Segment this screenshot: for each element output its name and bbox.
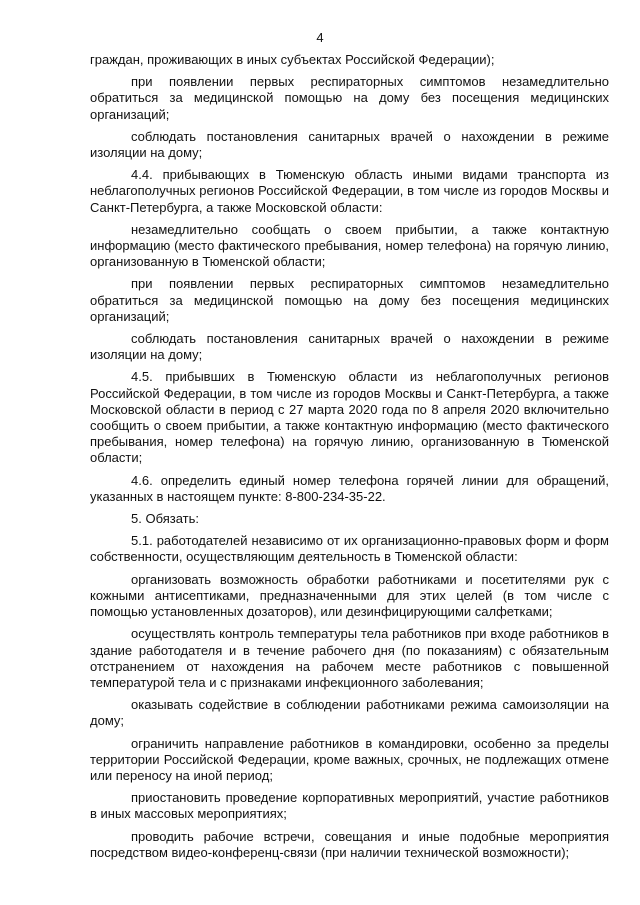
paragraph: ограничить направление работников в командировки, особенно за пределы территории Российской Федерации, кроме важных, срочных, не подлежащих отмене или переносу на иной период;	[90, 735, 609, 783]
paragraph: при появлении первых респираторных симптомов незамедлительно обратиться за медицинской помощью на дому без посещения медицинских организаций;	[90, 74, 609, 122]
paragraph: 5. Обязать:	[131, 511, 200, 527]
paragraph: соблюдать постановления санитарных врачей о нахождении в режиме изоляции на дому;	[90, 128, 609, 161]
paragraph: соблюдать постановления санитарных врачей о нахождении в режиме изоляции на дому;	[90, 331, 609, 363]
paragraph: организовать возможность обработки работниками и посетителями рук с кожными антисептиками, предназначенными для этих целей (в том числе с помощью установленных дозаторов), или дезинфицирующими салфетками;	[90, 571, 609, 620]
page-number: 4	[316, 30, 324, 45]
paragraph: граждан, проживающих в иных субъектах Российской Федерации);	[90, 52, 495, 67]
paragraph: незамедлительно сообщать о своем прибытии, а также контактную информацию (место фактического пребывания, номер телефона) на горячую линию, организованную в Тюменской области;	[90, 221, 609, 270]
paragraph: 5.1. работодателей независимо от их организационно-правовых форм и форм собственности, осуществляющим деятельность в Тюменской области:	[90, 533, 609, 565]
paragraph: 4.6. определить единый номер телефона горячей линии для обращений, указанных в настоящем пункте: 8-800-234-35-22.	[90, 472, 609, 504]
paragraph: 4.5. прибывших в Тюменскую области из неблагополучных регионов Российской Федерации, в том числе из городов Москвы и Санкт-Петербурга, а также Московской области в период с 27 марта 2020 года по 8 апреля 2020 включительно сообщить о своем прибытии, а также контактную информацию (место фактического пребывания, номер телефона) на горячую линию, организованную в Тюменской области;	[90, 369, 609, 466]
paragraph: при появлении первых респираторных симптомов незамедлительно обратиться за медицинской помощью на дому без посещения медицинских организаций;	[90, 276, 609, 324]
paragraph: оказывать содействие в соблюдении работниками режима самоизоляции на дому;	[90, 697, 609, 729]
paragraph: осуществлять контроль температуры тела работников при входе работников в здание работодателя и в течение рабочего дня (по показаниям) с обязательным отстранением от нахождения на рабочем месте работников с повышенной температурой тела и с признаками инфекционного заболевания;	[90, 626, 609, 690]
paragraph: проводить рабочие встречи, совещания и иные подобные мероприятия посредством видео-конференц-связи (при наличии технической возможности);	[90, 828, 609, 860]
paragraph: 4.4. прибывающих в Тюменскую область иными видами транспорта из неблагополучных регионов Российской Федерации, в том числе из городов Москвы и Санкт-Петербурга, а также Московской области:	[90, 167, 609, 215]
document-body	[90, 52, 609, 861]
paragraph: приостановить проведение корпоративных мероприятий, участие работников в иных массовых мероприятиях;	[90, 790, 609, 822]
